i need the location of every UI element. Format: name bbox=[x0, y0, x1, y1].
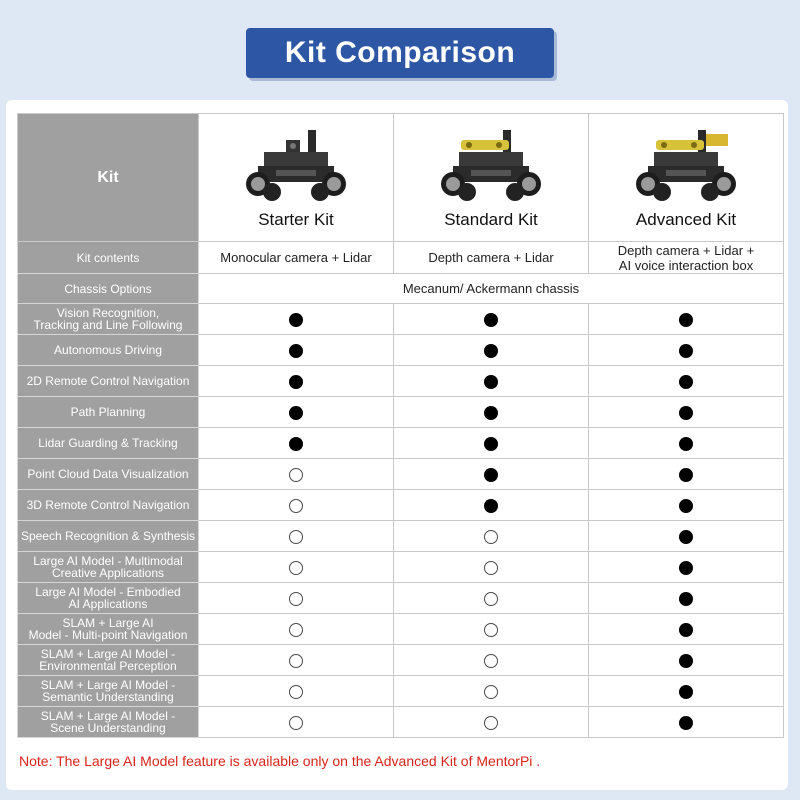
feature-label bbox=[18, 583, 199, 614]
feature-label bbox=[18, 676, 199, 707]
support-cell bbox=[394, 552, 589, 583]
kit-contents-line: AI voice interaction box bbox=[618, 257, 754, 273]
kit-contents-line: Depth camera + Lidar bbox=[428, 250, 554, 265]
footnote: Note: The Large AI Model feature is available only on the Advanced Kit of MentorPi . bbox=[19, 753, 541, 769]
filled-circle-icon bbox=[679, 592, 693, 606]
feature-label bbox=[18, 366, 199, 397]
empty-circle-icon bbox=[484, 716, 498, 730]
empty-circle-icon bbox=[289, 623, 303, 637]
feature-label bbox=[18, 645, 199, 676]
filled-circle-icon bbox=[679, 406, 693, 420]
filled-circle-icon bbox=[679, 654, 693, 668]
kit-column-header bbox=[199, 114, 394, 242]
feature-label-line: Tracking and Line Following bbox=[33, 318, 183, 332]
support-cell bbox=[589, 304, 784, 335]
feature-row bbox=[18, 304, 784, 335]
support-cell bbox=[199, 614, 394, 645]
feature-label-line: SLAM + Large AI Model - bbox=[40, 678, 176, 692]
feature-label-line: Semantic Understanding bbox=[42, 690, 174, 704]
filled-circle-icon bbox=[679, 561, 693, 575]
empty-circle-icon bbox=[289, 685, 303, 699]
feature-label-line: 3D Remote Control Navigation bbox=[26, 498, 190, 512]
kit-contents-line: Depth camera + Lidar + bbox=[617, 242, 755, 258]
support-cell bbox=[394, 366, 589, 397]
robot-car-icon bbox=[626, 126, 746, 206]
support-cell bbox=[199, 583, 394, 614]
support-cell bbox=[394, 521, 589, 552]
support-cell bbox=[589, 552, 784, 583]
support-cell bbox=[199, 490, 394, 521]
support-cell bbox=[589, 707, 784, 738]
feature-label bbox=[18, 304, 199, 335]
support-cell bbox=[394, 335, 589, 366]
filled-circle-icon bbox=[484, 499, 498, 513]
filled-circle-icon bbox=[484, 406, 498, 420]
support-cell bbox=[394, 645, 589, 676]
feature-row bbox=[18, 676, 784, 707]
filled-circle-icon bbox=[484, 437, 498, 451]
feature-label bbox=[18, 428, 199, 459]
feature-label bbox=[18, 335, 199, 366]
feature-label bbox=[18, 707, 199, 738]
empty-circle-icon bbox=[289, 530, 303, 544]
support-cell bbox=[589, 614, 784, 645]
feature-row bbox=[18, 366, 784, 397]
filled-circle-icon bbox=[289, 406, 303, 420]
feature-label-line: Speech Recognition & Synthesis bbox=[20, 529, 196, 543]
feature-row bbox=[18, 397, 784, 428]
support-cell bbox=[199, 428, 394, 459]
filled-circle-icon bbox=[289, 313, 303, 327]
row-label: Chassis Options bbox=[18, 274, 199, 304]
feature-label-line: AI Applications bbox=[68, 597, 148, 611]
filled-circle-icon bbox=[679, 716, 693, 730]
empty-circle-icon bbox=[484, 561, 498, 575]
support-cell bbox=[589, 490, 784, 521]
support-cell bbox=[589, 428, 784, 459]
row-label: Kit contents bbox=[18, 242, 199, 274]
filled-circle-icon bbox=[679, 468, 693, 482]
filled-circle-icon bbox=[679, 685, 693, 699]
filled-circle-icon bbox=[484, 375, 498, 389]
support-cell bbox=[589, 459, 784, 490]
support-cell bbox=[199, 521, 394, 552]
kit-comparison-table bbox=[17, 113, 784, 738]
feature-label bbox=[18, 614, 199, 645]
feature-row bbox=[18, 428, 784, 459]
feature-row bbox=[18, 335, 784, 366]
support-cell bbox=[589, 335, 784, 366]
support-cell bbox=[394, 304, 589, 335]
support-cell bbox=[394, 583, 589, 614]
corner-label: Kit bbox=[18, 114, 199, 242]
kit-contents-cell bbox=[589, 242, 784, 274]
kit-contents-cell bbox=[394, 242, 589, 274]
feature-label-line: Path Planning bbox=[70, 405, 146, 419]
kit-header-row bbox=[18, 114, 784, 242]
feature-row bbox=[18, 645, 784, 676]
support-cell bbox=[589, 366, 784, 397]
empty-circle-icon bbox=[289, 654, 303, 668]
kit-contents-line: Monocular camera + Lidar bbox=[220, 250, 372, 265]
empty-circle-icon bbox=[484, 685, 498, 699]
chassis-value: Mecanum/ Ackermann chassis bbox=[199, 274, 784, 304]
filled-circle-icon bbox=[289, 375, 303, 389]
kit-column-header bbox=[589, 114, 784, 242]
filled-circle-icon bbox=[289, 437, 303, 451]
filled-circle-icon bbox=[484, 313, 498, 327]
kit-name: Advanced Kit bbox=[635, 209, 737, 229]
feature-row bbox=[18, 521, 784, 552]
feature-label-line: Model - Multi-point Navigation bbox=[28, 628, 188, 642]
support-cell bbox=[199, 397, 394, 428]
support-cell bbox=[589, 521, 784, 552]
support-cell bbox=[199, 552, 394, 583]
kit-contents-cell bbox=[199, 242, 394, 274]
kit-contents-row bbox=[18, 242, 784, 274]
support-cell bbox=[394, 490, 589, 521]
support-cell bbox=[589, 583, 784, 614]
kit-column-header bbox=[394, 114, 589, 242]
support-cell bbox=[589, 676, 784, 707]
feature-row bbox=[18, 614, 784, 645]
filled-circle-icon bbox=[679, 530, 693, 544]
feature-label-line: Scene Understanding bbox=[50, 721, 166, 735]
support-cell bbox=[589, 397, 784, 428]
filled-circle-icon bbox=[679, 344, 693, 358]
robot-car-icon bbox=[431, 126, 551, 206]
feature-row bbox=[18, 707, 784, 738]
empty-circle-icon bbox=[289, 592, 303, 606]
empty-circle-icon bbox=[484, 623, 498, 637]
filled-circle-icon bbox=[679, 437, 693, 451]
feature-label-line: SLAM + Large AI Model - bbox=[40, 647, 176, 661]
filled-circle-icon bbox=[679, 623, 693, 637]
filled-circle-icon bbox=[484, 468, 498, 482]
support-cell bbox=[199, 707, 394, 738]
empty-circle-icon bbox=[289, 561, 303, 575]
feature-label-line: Point Cloud Data Visualization bbox=[27, 467, 189, 481]
empty-circle-icon bbox=[484, 654, 498, 668]
feature-label-line: Creative Applications bbox=[51, 566, 165, 580]
filled-circle-icon bbox=[679, 499, 693, 513]
feature-row bbox=[18, 583, 784, 614]
empty-circle-icon bbox=[289, 468, 303, 482]
support-cell bbox=[394, 707, 589, 738]
support-cell bbox=[394, 428, 589, 459]
empty-circle-icon bbox=[289, 499, 303, 513]
support-cell bbox=[199, 676, 394, 707]
filled-circle-icon bbox=[679, 313, 693, 327]
filled-circle-icon bbox=[289, 344, 303, 358]
feature-label bbox=[18, 459, 199, 490]
filled-circle-icon bbox=[679, 375, 693, 389]
feature-label-line: 2D Remote Control Navigation bbox=[26, 374, 190, 388]
page-title: Kit Comparison bbox=[246, 28, 554, 78]
support-cell bbox=[589, 645, 784, 676]
feature-label-line: SLAM + Large AI Model - bbox=[40, 709, 176, 723]
support-cell bbox=[394, 397, 589, 428]
feature-label bbox=[18, 521, 199, 552]
support-cell bbox=[394, 676, 589, 707]
support-cell bbox=[394, 614, 589, 645]
feature-label-line: Autonomous Driving bbox=[53, 343, 163, 357]
empty-circle-icon bbox=[289, 716, 303, 730]
feature-label bbox=[18, 552, 199, 583]
support-cell bbox=[199, 335, 394, 366]
feature-label bbox=[18, 397, 199, 428]
feature-row bbox=[18, 552, 784, 583]
feature-label-line: SLAM + Large AI bbox=[62, 616, 154, 630]
support-cell bbox=[199, 459, 394, 490]
kit-name: Starter Kit bbox=[258, 209, 334, 229]
feature-label-line: Vision Recognition, bbox=[56, 306, 160, 320]
kit-name: Standard Kit bbox=[444, 209, 538, 229]
robot-car-icon bbox=[236, 126, 356, 206]
feature-label-line: Lidar Guarding & Tracking bbox=[38, 436, 178, 450]
support-cell bbox=[199, 366, 394, 397]
support-cell bbox=[394, 459, 589, 490]
feature-label bbox=[18, 490, 199, 521]
empty-circle-icon bbox=[484, 592, 498, 606]
chassis-row bbox=[18, 274, 784, 304]
feature-label-line: Large AI Model - Multimodal bbox=[33, 554, 183, 568]
feature-label-line: Environmental Perception bbox=[39, 659, 177, 673]
empty-circle-icon bbox=[484, 530, 498, 544]
support-cell bbox=[199, 645, 394, 676]
support-cell bbox=[199, 304, 394, 335]
filled-circle-icon bbox=[484, 344, 498, 358]
feature-row bbox=[18, 490, 784, 521]
feature-row bbox=[18, 459, 784, 490]
feature-label-line: Large AI Model - Embodied bbox=[35, 585, 181, 599]
